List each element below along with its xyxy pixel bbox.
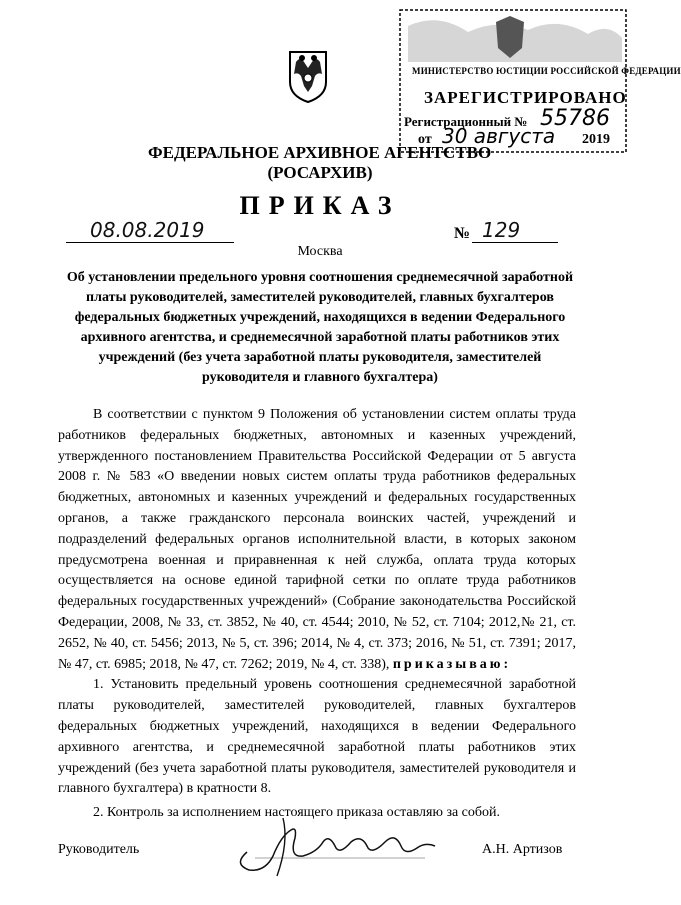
- stamp-ministry: МИНИСТЕРСТВО ЮСТИЦИИ РОССИЙСКОЙ ФЕДЕРАЦИИ: [412, 66, 681, 76]
- number-underline: [472, 242, 558, 243]
- handwritten-signature: [225, 812, 445, 882]
- registration-stamp: [398, 8, 681, 156]
- agency-short-name: (РОСАРХИВ): [267, 163, 373, 182]
- order-title: ПРИКАЗ: [239, 191, 401, 220]
- agency-name: ФЕДЕРАЛЬНОЕ АРХИВНОЕ АГЕНТСТВО: [148, 143, 492, 162]
- stamp-year: 2019: [582, 132, 610, 147]
- city: Москва: [297, 244, 343, 259]
- item-2-paragraph: 2. Контроль за исполнением настоящего приказа оставляю за собой.: [93, 805, 501, 821]
- order-word: приказываю:: [392, 656, 512, 672]
- coat-of-arms-emblem: [282, 48, 334, 104]
- item-1-paragraph: 1. Установить предельный уровень соотношения среднемесячной заработной платы руководителей, заместителей руководителей, главных бухгалтеров федеральных бюджетных учреждений, находящихся в ведении Федерального архивного агентства, и среднемесячной заработной платы работников этих учреждений (без учета заработной платы руководителя, заместителей руководителя и главного бухгалтера) в кратности 8.: [58, 677, 576, 797]
- order-number: 129: [482, 218, 521, 242]
- order-body: [58, 405, 576, 824]
- preamble-paragraph: [58, 405, 576, 675]
- signature-position: Руководитель: [58, 842, 140, 857]
- order-subject: Об установлении предельного уровня соотношения среднемесячной заработной платы руководителей, заместителей руководителей, главных бухгалтеров федеральных бюджетных учреждений, находящихся в ведении Федерального архивного агентства, и среднемесячной заработной платы работников этих учреждений (без учета заработной платы руководителя, заместителей руководителя и главного бухгалтера): [66, 270, 574, 385]
- stamp-registered: ЗАРЕГИСТРИРОВАНО: [424, 88, 627, 107]
- stamp-date-handwritten: 30 августа: [442, 124, 556, 148]
- stamp-reg-label: Регистрационный №: [404, 114, 528, 129]
- stamp-reg-number: 55786: [540, 106, 610, 131]
- date-underline: [66, 242, 234, 243]
- preamble-text: В соответствии с пунктом 9 Положения об установлении систем оплаты труда работников федеральных бюджетных, автономных и казенных учреждений, утвержденного постановлением Правительства Российской Федерации от 5 августа 2008 г. № 583 «О введении новых систем оплаты труда работников федеральных бюджетных, автономных и казенных учреждений и федеральных государственных органов, а также гражданского персонала воинских частей, учреждений и подразделений федеральных органов исполнительной власти, в которых законом предусмотрена военная и приравненная к ней служба, оплата труда которых осуществляется на основе единой тарифной сетки по оплате труда работников федеральных государственных учреждений» (Собрание законодательства Российской Федерации, 2008, № 33, ст. 3852, № 40, ст. 4544; 2010, № 52, ст. 7104; 2012,№ 21, ст. 2652, № 40, ст. 5456; 2013, № 5, ст. 396; 2014, № 4, ст. 373; 2016, № 51, ст. 7391; 2017, № 47, ст. 6985; 2018, № 47, ст. 7262; 2019, № 4, ст. 338),: [58, 407, 576, 672]
- stamp-date-prefix: от: [418, 132, 432, 147]
- signatory-name: А.Н. Артизов: [482, 842, 563, 857]
- order-date: 08.08.2019: [90, 218, 205, 242]
- order-number-label: №: [454, 225, 471, 242]
